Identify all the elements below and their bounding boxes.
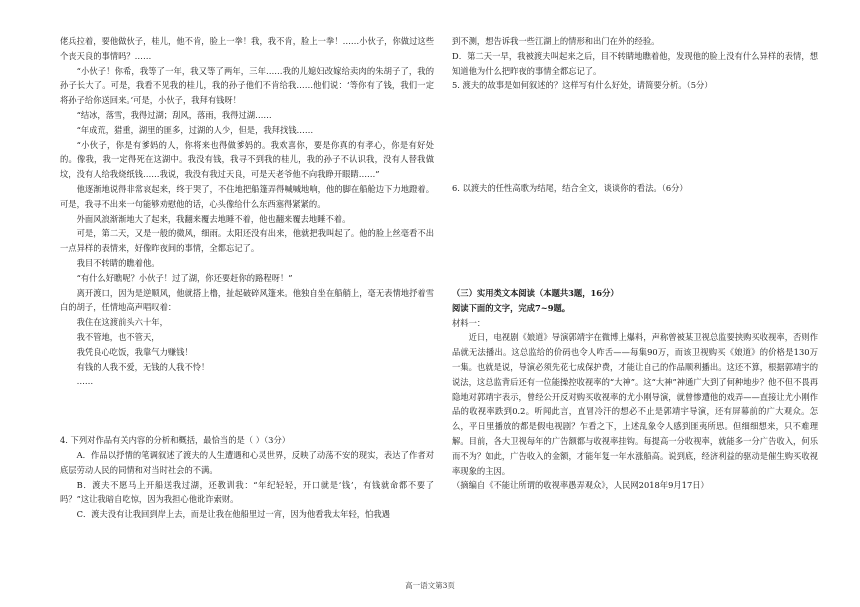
poem-line: 我不管地，也不管天， bbox=[76, 331, 160, 342]
answer-space bbox=[452, 196, 818, 286]
poem-line: 我住在这渡前头六十年， bbox=[76, 317, 168, 328]
story-paragraph: “年成荒，猎重，湖里的匪多，过湖的人少，但是，我拜找钱…… bbox=[76, 124, 314, 135]
story-paragraph: “小伙子！你希，我等了一年，我又等了两年，三年……我的儿媳妇改嫁给卖肉的朱胡子了，我的孙子长大了。可是，我看不见我的桂儿，我的孙子他们不肯给我……他们说：‘等你有了钱，我们一定将孙子给你送回来。’可是，小伙子，我拜有钱呀！ bbox=[60, 65, 434, 106]
question-4-option-a: A．作品以抒情的笔调叙述了渡夫的人生遭遇和心灵世界，反映了动荡不安的现实，表达了作者对底层劳动人民的同情和对当时社会的不满。 bbox=[60, 449, 434, 475]
story-paragraph: “结冰，落雪，我得过湖；刮风，落雨，我得过湖…… bbox=[76, 109, 272, 120]
material-title: 材料一： bbox=[452, 317, 486, 328]
question-6: 6. 以渡夫的任性高歌为结尾，结合全文，谈谈你的看法。（6分） bbox=[452, 183, 688, 194]
poem-line: 有钱的人我不爱，无钱的人我不怜！ bbox=[76, 361, 210, 372]
spacer bbox=[60, 389, 434, 433]
question-4-option-b: B．渡夫不愿马上开船送我过湖，还教训我：“年纪轻轻，开口就是‘钱’，有钱就命都不要了吗？”这让我暗自吃惊，因为我担心他讹诈索财。 bbox=[60, 479, 434, 505]
section-3-instruction: 阅读下面的文字，完成7~9题。 bbox=[452, 302, 571, 313]
question-5: 5. 渡夫的故事是如何叙述的？这样写有什么好处，请简要分析。（5分） bbox=[452, 80, 713, 91]
story-paragraph: “小伙子，你是有爹妈的人，你将来也得做爹妈的。我欢喜你，要是你真的有孝心，你是有好处的。像我，我一定得死在这湖中。我没有钱，我寻不到我的桂儿，我的孙子不认识我，没有人替我做坟，没有人给我烧纸钱……我说，我没有我过天良，可是天老爷他不向我睁开眼睛……” bbox=[60, 139, 434, 180]
story-paragraph: 可是，第二天，又是一般的微风，细雨。太阳还没有出来，他就把我叫起了。他的脸上丝毫看不出一点异样的表情来，好像昨夜间的事情，全都忘记了。 bbox=[60, 228, 434, 254]
poem-line: …… bbox=[76, 376, 94, 387]
story-paragraph: 离开渡口，因为是逆顺风，他就搭上橹，扯起破碎风篷来。他独自坐在船艄上，毫无表情地抒着雪白的胡子，任情地高声唱叹着： bbox=[60, 287, 434, 313]
story-paragraph: 我目不转睛的瞧着他。 bbox=[76, 257, 160, 268]
story-paragraph: 佬兵拉着，要他做伙子，桂儿，他不肯，脸上一拳！我，我不肯，脸上一拳！……小伙子，你做过这些个丧天良的事情吗？…… bbox=[60, 36, 434, 61]
left-column bbox=[60, 34, 434, 522]
material-text: 近日，电视剧《娘道》导演郭靖宇在微博上爆料，声称曾被某卫视总监要挟购买收视率，否则作品就无法播出。这总监给的价码也令人咋舌——每集90万，而该卫视购买《娘道》的价格是130万一集。也就是说，导演必须先花七成保护费，才能让自己的作品顺利播出。这还不算，根据郭靖宇的说法，这总监背后还有一位能操控收视率的“大神”。这“大神”神通广大到了何种地步？他不但不畏再隐地对郭靖宇表示，曾经公开反对购买收视率的尤小刚导演，就曾惨遭他的戏弄——直接让尤小刚作品的收视率跌到0.2。听闻此言，直冒冷汗的想必不止是郭靖宇导演，还有屏幕前的广大观众。怎么，平日里播放的都是假电视剧？乍看之下，上述乱象令人感到匪夷所思。但细细想来，只不难理解。目前，各大卫视每年的广告额都与收视率挂钩。每提高一分收视率，就能多一分广告收入，何乐而不为？如此，广告收入的金额，才能年复一年水涨船高。说到底，经济利益的驱动是催生购买收视率现象的主因。 bbox=[452, 332, 818, 476]
poem-line: 我凭良心吃饭，我靠气力赚钱！ bbox=[76, 346, 193, 357]
story-paragraph: 外面风浪渐渐地大了起来，我翻来覆去地睡不着，他也翻来覆去地睡不着。 bbox=[76, 213, 351, 224]
right-column bbox=[452, 34, 818, 493]
page-footer: 高一语文第3页 bbox=[405, 581, 455, 590]
option-c-continuation: 到不测，想告诉我一些江湖上的情形和出门在外的经验。 bbox=[452, 36, 660, 46]
material-source: （摘编自《不能让所谓的收视率愚弄观众》，人民网2018年9月17日） bbox=[452, 480, 709, 491]
section-3-title: （三）实用类文本阅读（本题共3题，16分） bbox=[452, 287, 619, 298]
question-4-stem: 4. 下列对作品有关内容的分析和概括，最恰当的是（ ）（3分） bbox=[60, 435, 291, 446]
question-4-option-d: D．第二天一早，我被渡夫叫起来之后，目不转睛地瞧着他，发现他的脸上没有什么异样的表情，想知道他为什么把昨夜的事情全都忘记了。 bbox=[452, 50, 818, 76]
question-4-option-c: C．渡夫没有让我回到岸上去，而是让我在他船里过一宵，因为他看我太年轻，怕我遇 bbox=[76, 509, 390, 520]
story-paragraph: “有什么好瞧呢？小伙子！过了湖，你还要赶你的路程呀！” bbox=[76, 272, 293, 283]
story-paragraph: 他逐渐地说得非常哀起来，终于哭了，不住地把船篷弄得喊喊地响，他的脚在船舱边下力地蹬着。可是，我寻不出来一句能够劝慰他的话，心头像给什么东西塞得紧紧的。 bbox=[60, 183, 434, 209]
answer-space bbox=[452, 93, 818, 181]
